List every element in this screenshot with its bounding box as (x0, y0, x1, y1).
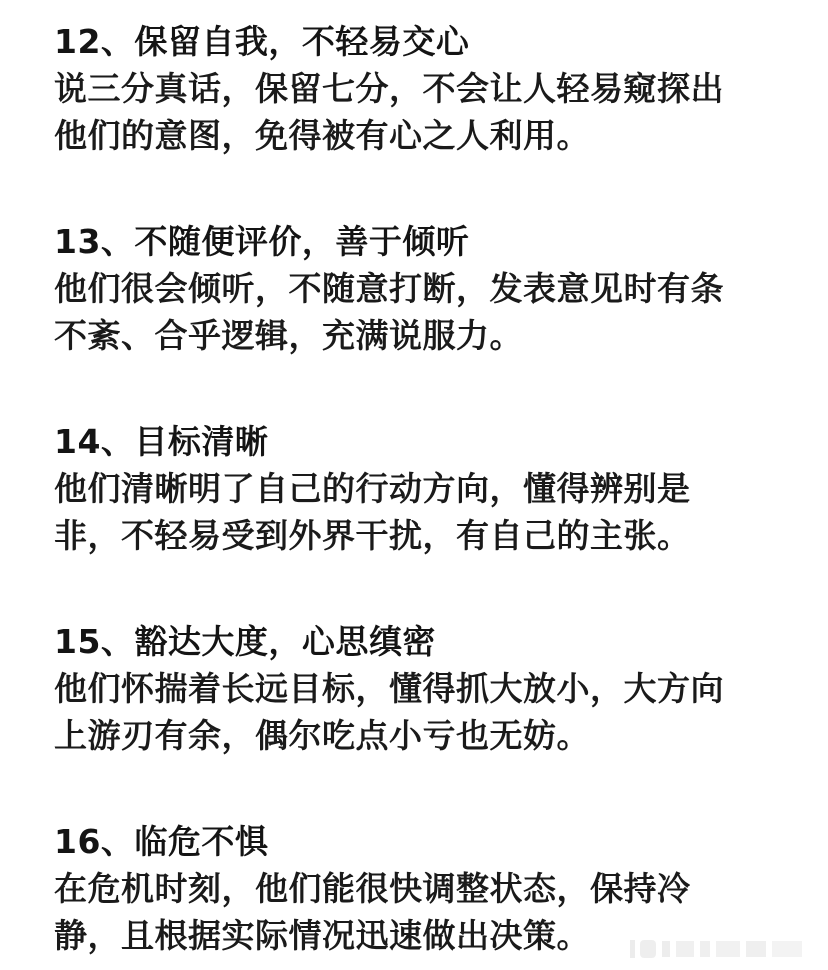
list-item-12 (54, 18, 814, 159)
document-body (54, 18, 814, 959)
item-heading: 16、临危不惧 (54, 822, 269, 861)
list-item-14 (54, 418, 814, 559)
list-item-15 (54, 618, 814, 759)
item-body-line: 他们清晰明了自己的行动方向，懂得辨别是 (54, 469, 691, 508)
item-body-line: 静，且根据实际情况迅速做出决策。 (54, 916, 590, 955)
item-body-line: 非，不轻易受到外界干扰，有自己的主张。 (54, 516, 691, 555)
item-body-line: 他们很会倾听，不随意打断，发表意见时有条 (54, 269, 724, 308)
item-heading: 15、豁达大度，心思缜密 (54, 622, 436, 661)
list-item-13 (54, 218, 814, 359)
item-heading: 12、保留自我，不轻易交心 (54, 22, 470, 61)
item-body-line: 说三分真话，保留七分，不会让人轻易窥探出 (54, 69, 724, 108)
item-body-line: 他们的意图，免得被有心之人利用。 (54, 116, 590, 155)
item-heading: 13、不随便评价，善于倾听 (54, 222, 470, 261)
item-body-line: 不紊、合乎逻辑，充满说服力。 (54, 316, 523, 355)
item-body-line: 上游刃有余，偶尔吃点小亏也无妨。 (54, 716, 590, 755)
watermark-icon (628, 936, 818, 962)
item-body-line: 在危机时刻，他们能很快调整状态，保持冷 (54, 869, 691, 908)
item-body-line: 他们怀揣着长远目标，懂得抓大放小，大方向 (54, 669, 724, 708)
item-heading: 14、目标清晰 (54, 422, 269, 461)
